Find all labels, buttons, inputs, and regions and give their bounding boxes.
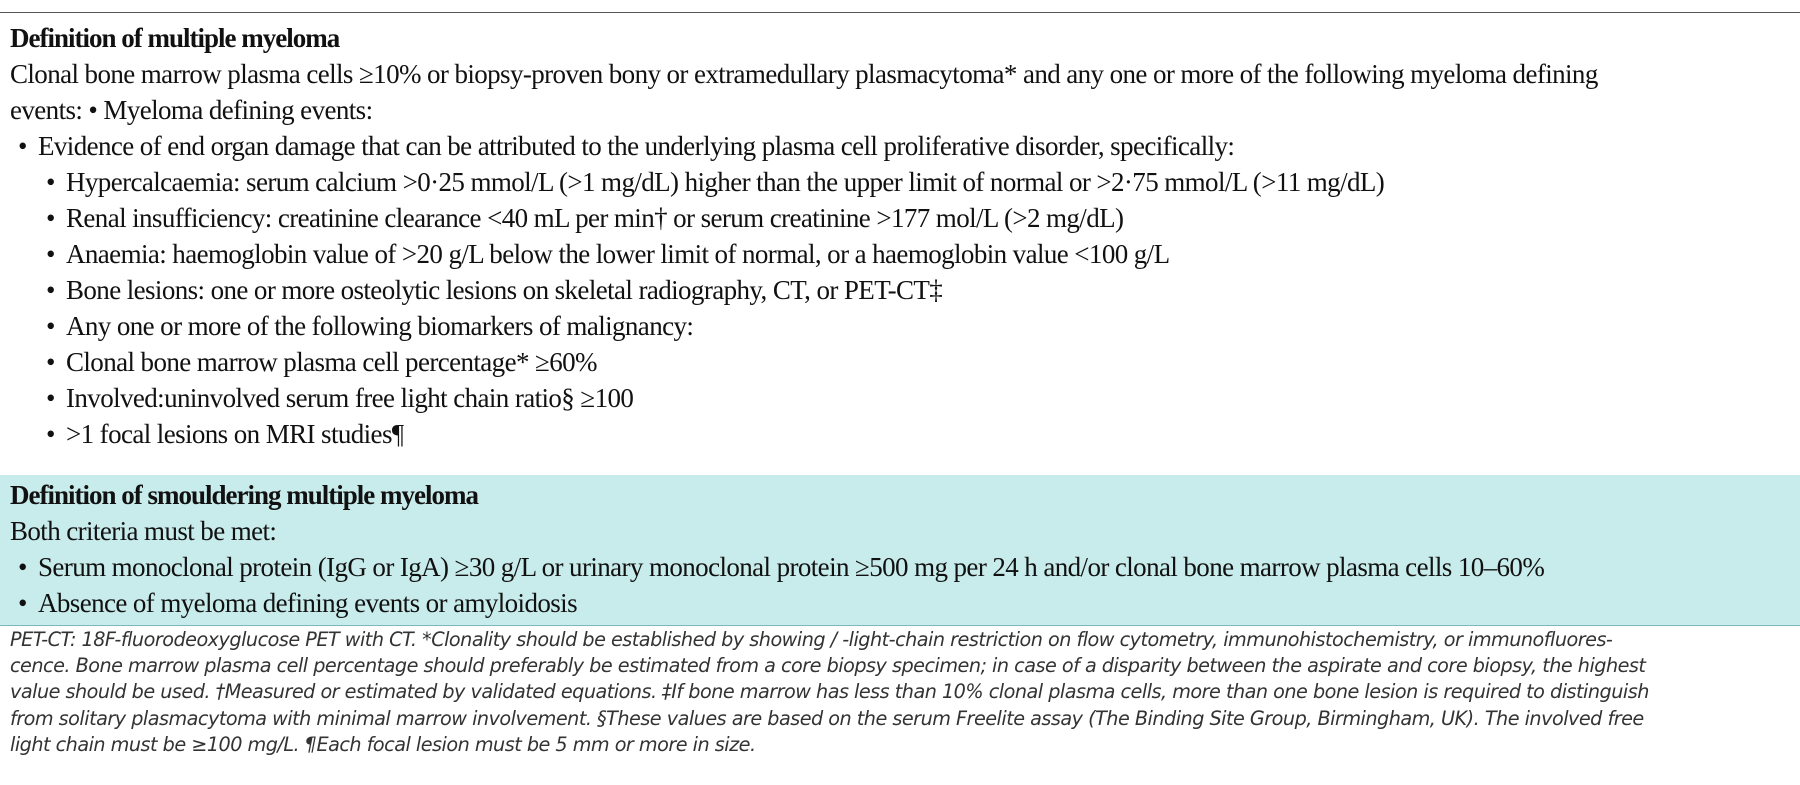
footnote-line: light chain must be ≥100 mg/L. ¶Each focal lesion must be 5 mm or more in size. (10, 732, 756, 756)
top-rule (0, 12, 1800, 13)
mm-intro-line-1: Clonal bone marrow plasma cells ≥10% or biopsy-proven bony or extramedullary plasmacytoma* and any one or more of the following myeloma defining (10, 59, 1598, 89)
mm-intro-line-2: events: • Myeloma defining events: (10, 95, 373, 125)
criterion-anaemia: • Anaemia: haemoglobin value of >20 g/L below the lower limit of normal, or a haemoglobin value <100 g/L (46, 236, 1169, 272)
table-footnote (10, 627, 1792, 758)
criterion-renal-insufficiency: • Renal insufficiency: creatinine clearance <40 mL per min† or serum creatinine >177 mol/L (>2 mg/dL) (46, 200, 1123, 236)
end-organ-damage-item: • Evidence of end organ damage that can be attributed to the underlying plasma cell proliferative disorder, specifically: (18, 128, 1234, 164)
smouldering-myeloma-section (0, 475, 1800, 626)
mm-heading: Definition of multiple myeloma (10, 23, 340, 53)
smm-intro: Both criteria must be met: (10, 516, 277, 546)
smm-criterion-absence: • Absence of myeloma defining events or amyloidosis (18, 585, 577, 621)
criterion-hypercalcaemia: • Hypercalcaemia: serum calcium >0·25 mmol/L (>1 mg/dL) higher than the upper limit of normal or >2·75 mmol/L (>11 mg/dL) (46, 164, 1384, 200)
criterion-bone-lesions: • Bone lesions: one or more osteolytic lesions on skeletal radiography, CT, or PET-CT‡ (46, 272, 942, 308)
criterion-biomarkers: • Any one or more of the following biomarkers of malignancy: (46, 308, 693, 344)
criterion-light-chain-ratio: • Involved:uninvolved serum free light chain ratio§ ≥100 (46, 380, 633, 416)
footnote-line: value should be used. †Measured or estimated by validated equations. ‡If bone marrow has less than 10% clonal plasma cells, more than one bone lesion is required to distinguish (10, 680, 1649, 704)
smm-heading: Definition of smouldering multiple myeloma (10, 480, 478, 510)
footnote-line: cence. Bone marrow plasma cell percentage should preferably be estimated from a core biopsy specimen; in case of a disparity between the aspirate and core biopsy, the highest (10, 654, 1646, 678)
smm-criterion-monoclonal-protein: • Serum monoclonal protein (IgG or IgA) ≥30 g/L or urinary monoclonal protein ≥500 mg per 24 h and/or clonal bone marrow plasma cells 10–60% (18, 549, 1544, 585)
criterion-plasma-cell-percentage: • Clonal bone marrow plasma cell percentage* ≥60% (46, 344, 597, 380)
footnote-line: from solitary plasmacytoma with minimal marrow involvement. §These values are based on the serum Freelite assay (The Binding Site Group, Birmingham, UK). The involved free (10, 706, 1644, 730)
footnote-line: PET-CT: 18F-fluorodeoxyglucose PET with CT. *Clonality should be established by showing / -light-chain restriction on flow cytometry, immunohistochemistry, or immunofluores- (10, 628, 1613, 651)
criterion-mri-focal-lesions: • >1 focal lesions on MRI studies¶ (46, 416, 403, 452)
